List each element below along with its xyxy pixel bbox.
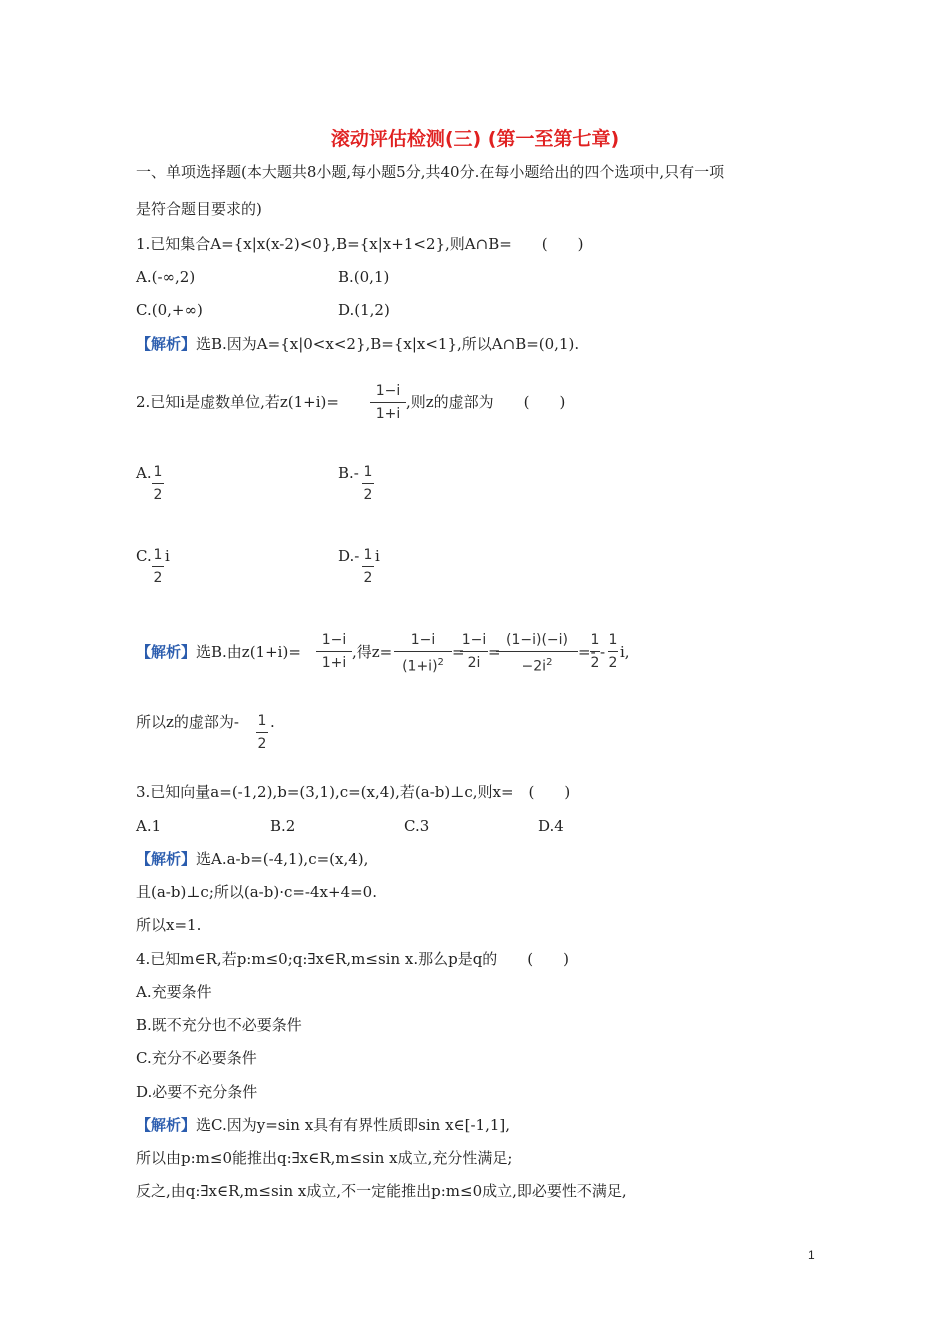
period: . bbox=[270, 713, 275, 731]
minus-sign: - bbox=[600, 643, 606, 661]
q1-solution-text: 选B.因为A={x|0<x<2},B={x|x<1},所以A∩B=(0,1). bbox=[196, 335, 580, 353]
q2-solution-line2: 所以z的虚部为- bbox=[136, 713, 239, 731]
q2-solution-fraction-5 bbox=[590, 631, 600, 672]
q2-solution-fraction-4 bbox=[496, 631, 578, 676]
q1-option-d: D.(1,2) bbox=[338, 301, 390, 319]
q2-option-b-fraction bbox=[362, 463, 374, 504]
q2-solution-a bbox=[136, 642, 301, 662]
fraction-denominator: 2 bbox=[153, 487, 163, 503]
q4-solution-2: 所以由p:m≤0能推出q:∃x∈R,m≤sin x成立,充分性满足; bbox=[136, 1149, 513, 1167]
q2-option-b-label: B.- bbox=[338, 464, 359, 482]
q2-stem-b: ,则z的虚部为 ( ) bbox=[406, 393, 566, 411]
page-number: 1 bbox=[808, 1248, 815, 1262]
fraction-numerator: 1 bbox=[363, 464, 373, 480]
denominator-text: −2i bbox=[521, 658, 547, 675]
q3-option-d: D.4 bbox=[538, 817, 564, 835]
fraction-numerator: 1 bbox=[257, 713, 267, 729]
q2-solution-fraction-1 bbox=[316, 631, 352, 672]
q3-option-a: A.1 bbox=[136, 817, 162, 835]
q2-stem-fraction bbox=[370, 382, 406, 423]
q2-stem-a: 2.已知i是虚数单位,若z(1+i)= bbox=[136, 393, 339, 411]
q2-option-c-label: C. bbox=[136, 547, 152, 565]
q2-solution-fraction-3 bbox=[460, 631, 488, 672]
q4-solution-text: 选C.因为y=sin x具有有界性质即sin x∈[-1,1], bbox=[196, 1116, 511, 1134]
q1-option-b: B.(0,1) bbox=[338, 268, 390, 286]
eq-minus-sign: =- bbox=[578, 643, 596, 661]
fraction-denominator: 2 bbox=[608, 655, 618, 671]
section-heading-cont: 是符合题目要求的) bbox=[136, 200, 262, 218]
q1-option-c: C.(0,+∞) bbox=[136, 301, 203, 319]
q4-option-a: A.充要条件 bbox=[136, 983, 212, 1001]
q3-option-b: B.2 bbox=[270, 817, 296, 835]
q2-option-c-suffix: i bbox=[165, 547, 170, 565]
q2-solution-fraction-6 bbox=[608, 631, 618, 672]
q2-option-a-fraction bbox=[152, 463, 164, 504]
eq-sign: = bbox=[488, 643, 501, 661]
fraction-denominator: 2i bbox=[467, 655, 481, 671]
fraction-denominator: 2 bbox=[363, 487, 373, 503]
q2-option-d-fraction bbox=[362, 546, 374, 587]
q4-option-c: C.充分不必要条件 bbox=[136, 1049, 257, 1067]
q3-stem: 3.已知向量a=(-1,2),b=(3,1),c=(x,4),若(a-b)⊥c,则x= ( ) bbox=[136, 783, 571, 801]
q2-option-d-label: D.- bbox=[338, 547, 360, 565]
q3-solution-text: 选A.a-b=(-4,1),c=(x,4), bbox=[196, 850, 369, 868]
solution-tag: 【解析】 bbox=[136, 643, 197, 661]
fraction-numerator: 1 bbox=[608, 632, 618, 648]
fraction-denominator: 1+i bbox=[375, 406, 401, 422]
q3-solution-3: 所以x=1. bbox=[136, 916, 202, 934]
q3-option-c: C.3 bbox=[404, 817, 430, 835]
fraction-denominator: 2 bbox=[363, 570, 373, 586]
q2-option-d-suffix: i bbox=[375, 547, 380, 565]
fraction-numerator: 1 bbox=[153, 464, 163, 480]
q4-option-d: D.必要不充分条件 bbox=[136, 1083, 258, 1101]
fraction-denominator: 2 bbox=[590, 655, 600, 671]
fraction-denominator: 2 bbox=[153, 570, 163, 586]
q2-solution-fraction-2 bbox=[394, 631, 452, 676]
q1-option-a: A.(-∞,2) bbox=[136, 268, 196, 286]
q2-solution-line2-fraction bbox=[256, 712, 268, 753]
q2-solution-text: 选B.由z(1+i)= bbox=[196, 643, 301, 661]
fraction-numerator: 1−i bbox=[461, 632, 487, 648]
section-heading: 一、单项选择题(本大题共8小题,每小题5分,共40分.在每小题给出的四个选项中,只有一项 bbox=[136, 163, 725, 181]
q2-solution-tail: i, bbox=[620, 643, 630, 661]
q4-stem: 4.已知m∈R,若p:m≤0;q:∃x∈R,m≤sin x.那么p是q的 ( ) bbox=[136, 950, 570, 968]
q4-option-b: B.既不充分也不必要条件 bbox=[136, 1016, 302, 1034]
exponent: 2 bbox=[546, 657, 553, 668]
fraction-denominator bbox=[394, 654, 452, 676]
fraction-numerator: 1−i bbox=[410, 632, 436, 648]
page-title: 滚动评估检测(三) (第一至第七章) bbox=[330, 128, 620, 150]
solution-tag: 【解析】 bbox=[136, 335, 197, 353]
fraction-numerator: 1 bbox=[363, 547, 373, 563]
fraction-denominator: 1+i bbox=[321, 655, 347, 671]
fraction-numerator: 1−i bbox=[375, 383, 401, 399]
fraction-numerator: 1 bbox=[153, 547, 163, 563]
q2-solution-b: ,得z= bbox=[352, 643, 393, 661]
fraction-numerator: (1−i)(−i) bbox=[506, 632, 568, 648]
solution-tag: 【解析】 bbox=[136, 850, 197, 868]
q2-option-a-label: A. bbox=[136, 464, 152, 482]
exponent: 2 bbox=[437, 657, 444, 668]
q4-solution-1 bbox=[136, 1115, 510, 1135]
q3-solution-1 bbox=[136, 849, 368, 869]
q1-solution bbox=[136, 334, 579, 354]
fraction-denominator bbox=[496, 654, 578, 676]
q1-stem: 1.已知集合A={x|x(x-2)<0},B={x|x+1<2},则A∩B= ( ) bbox=[136, 235, 584, 253]
fraction-numerator: 1−i bbox=[321, 632, 347, 648]
fraction-denominator: 2 bbox=[257, 736, 267, 752]
q4-solution-3: 反之,由q:∃x∈R,m≤sin x成立,不一定能推出p:m≤0成立,即必要性不满足, bbox=[136, 1182, 627, 1200]
q3-solution-2: 且(a-b)⊥c;所以(a-b)·c=-4x+4=0. bbox=[136, 883, 377, 901]
eq-sign: = bbox=[452, 643, 465, 661]
denominator-text: (1+i) bbox=[402, 658, 438, 675]
solution-tag: 【解析】 bbox=[136, 1116, 197, 1134]
fraction-numerator: 1 bbox=[590, 632, 600, 648]
q2-option-c-fraction bbox=[152, 546, 164, 587]
